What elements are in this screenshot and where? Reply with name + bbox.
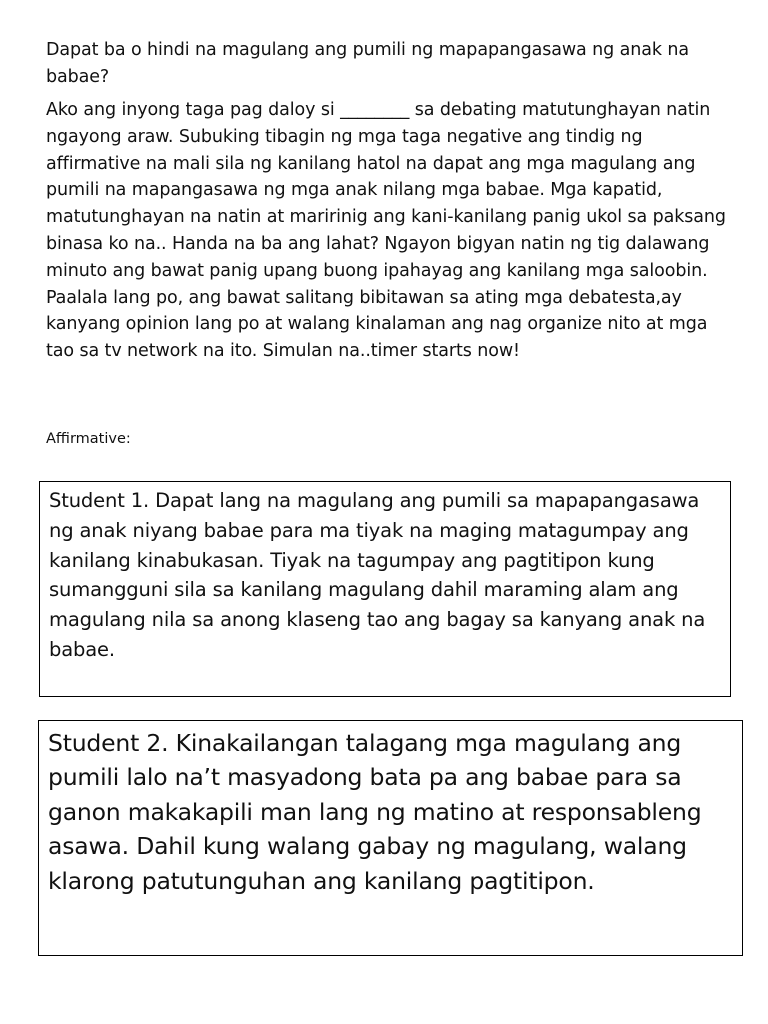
affirmative-label: Affirmative: — [46, 431, 131, 447]
moderator-intro: Ako ang inyong taga pag daloy si ________ sa debating matutunghayan natin ngayong araw. Subuking tibagin ng mga taga negative ang tindig ng affirmative na mali sila ng kanilang hatol na dapat ang mga magulang ang pumili na mapangasawa ng mga anak nilang mga babae. Mga kapatid, matutunghayan na natin at maririnig ang kani-kanilang panig ukol sa paksang binasa ko na.. Handa na ba ang lahat? Ngayon bigyan natin ng tig dalawang minuto ang bawat panig upang buong ipahayag ang kanilang mga saloobin. Paalala lang po, ang bawat salitang bibitawan sa ating mga debatesta,ay kanyang opinion lang po at walang kinalaman ang nag organize nito at mga tao sa tv network na ito. Simulan na..timer starts now! — [46, 100, 726, 362]
student-2-box — [38, 720, 743, 956]
student-1-box — [39, 481, 731, 697]
student-1-statement: Student 1. Dapat lang na magulang ang pumili sa mapapangasawa ng anak niyang babae para ma tiyak na maging matagumpay ang kanilang kinabukasan. Tiyak na tagumpay ang pagtitipon kung sumangguni sila sa kanilang magulang dahil maraming alam ang magulang nila sa anong klaseng tao ang bagay sa kanyang anak na babae. — [49, 489, 706, 661]
student-2-statement: Student 2. Kinakailangan talagang mga magulang ang pumili lalo na’t masyadong bata pa ang babae para sa ganon makakapili man lang ng matino at responsableng asawa. Dahil kung walang gabay ng magulang, walang klarong patutunguhan ang kanilang pagtitipon. — [48, 729, 702, 895]
debate-question: Dapat ba o hindi na magulang ang pumili ng mapapangasawa ng anak na babae? — [46, 40, 689, 87]
